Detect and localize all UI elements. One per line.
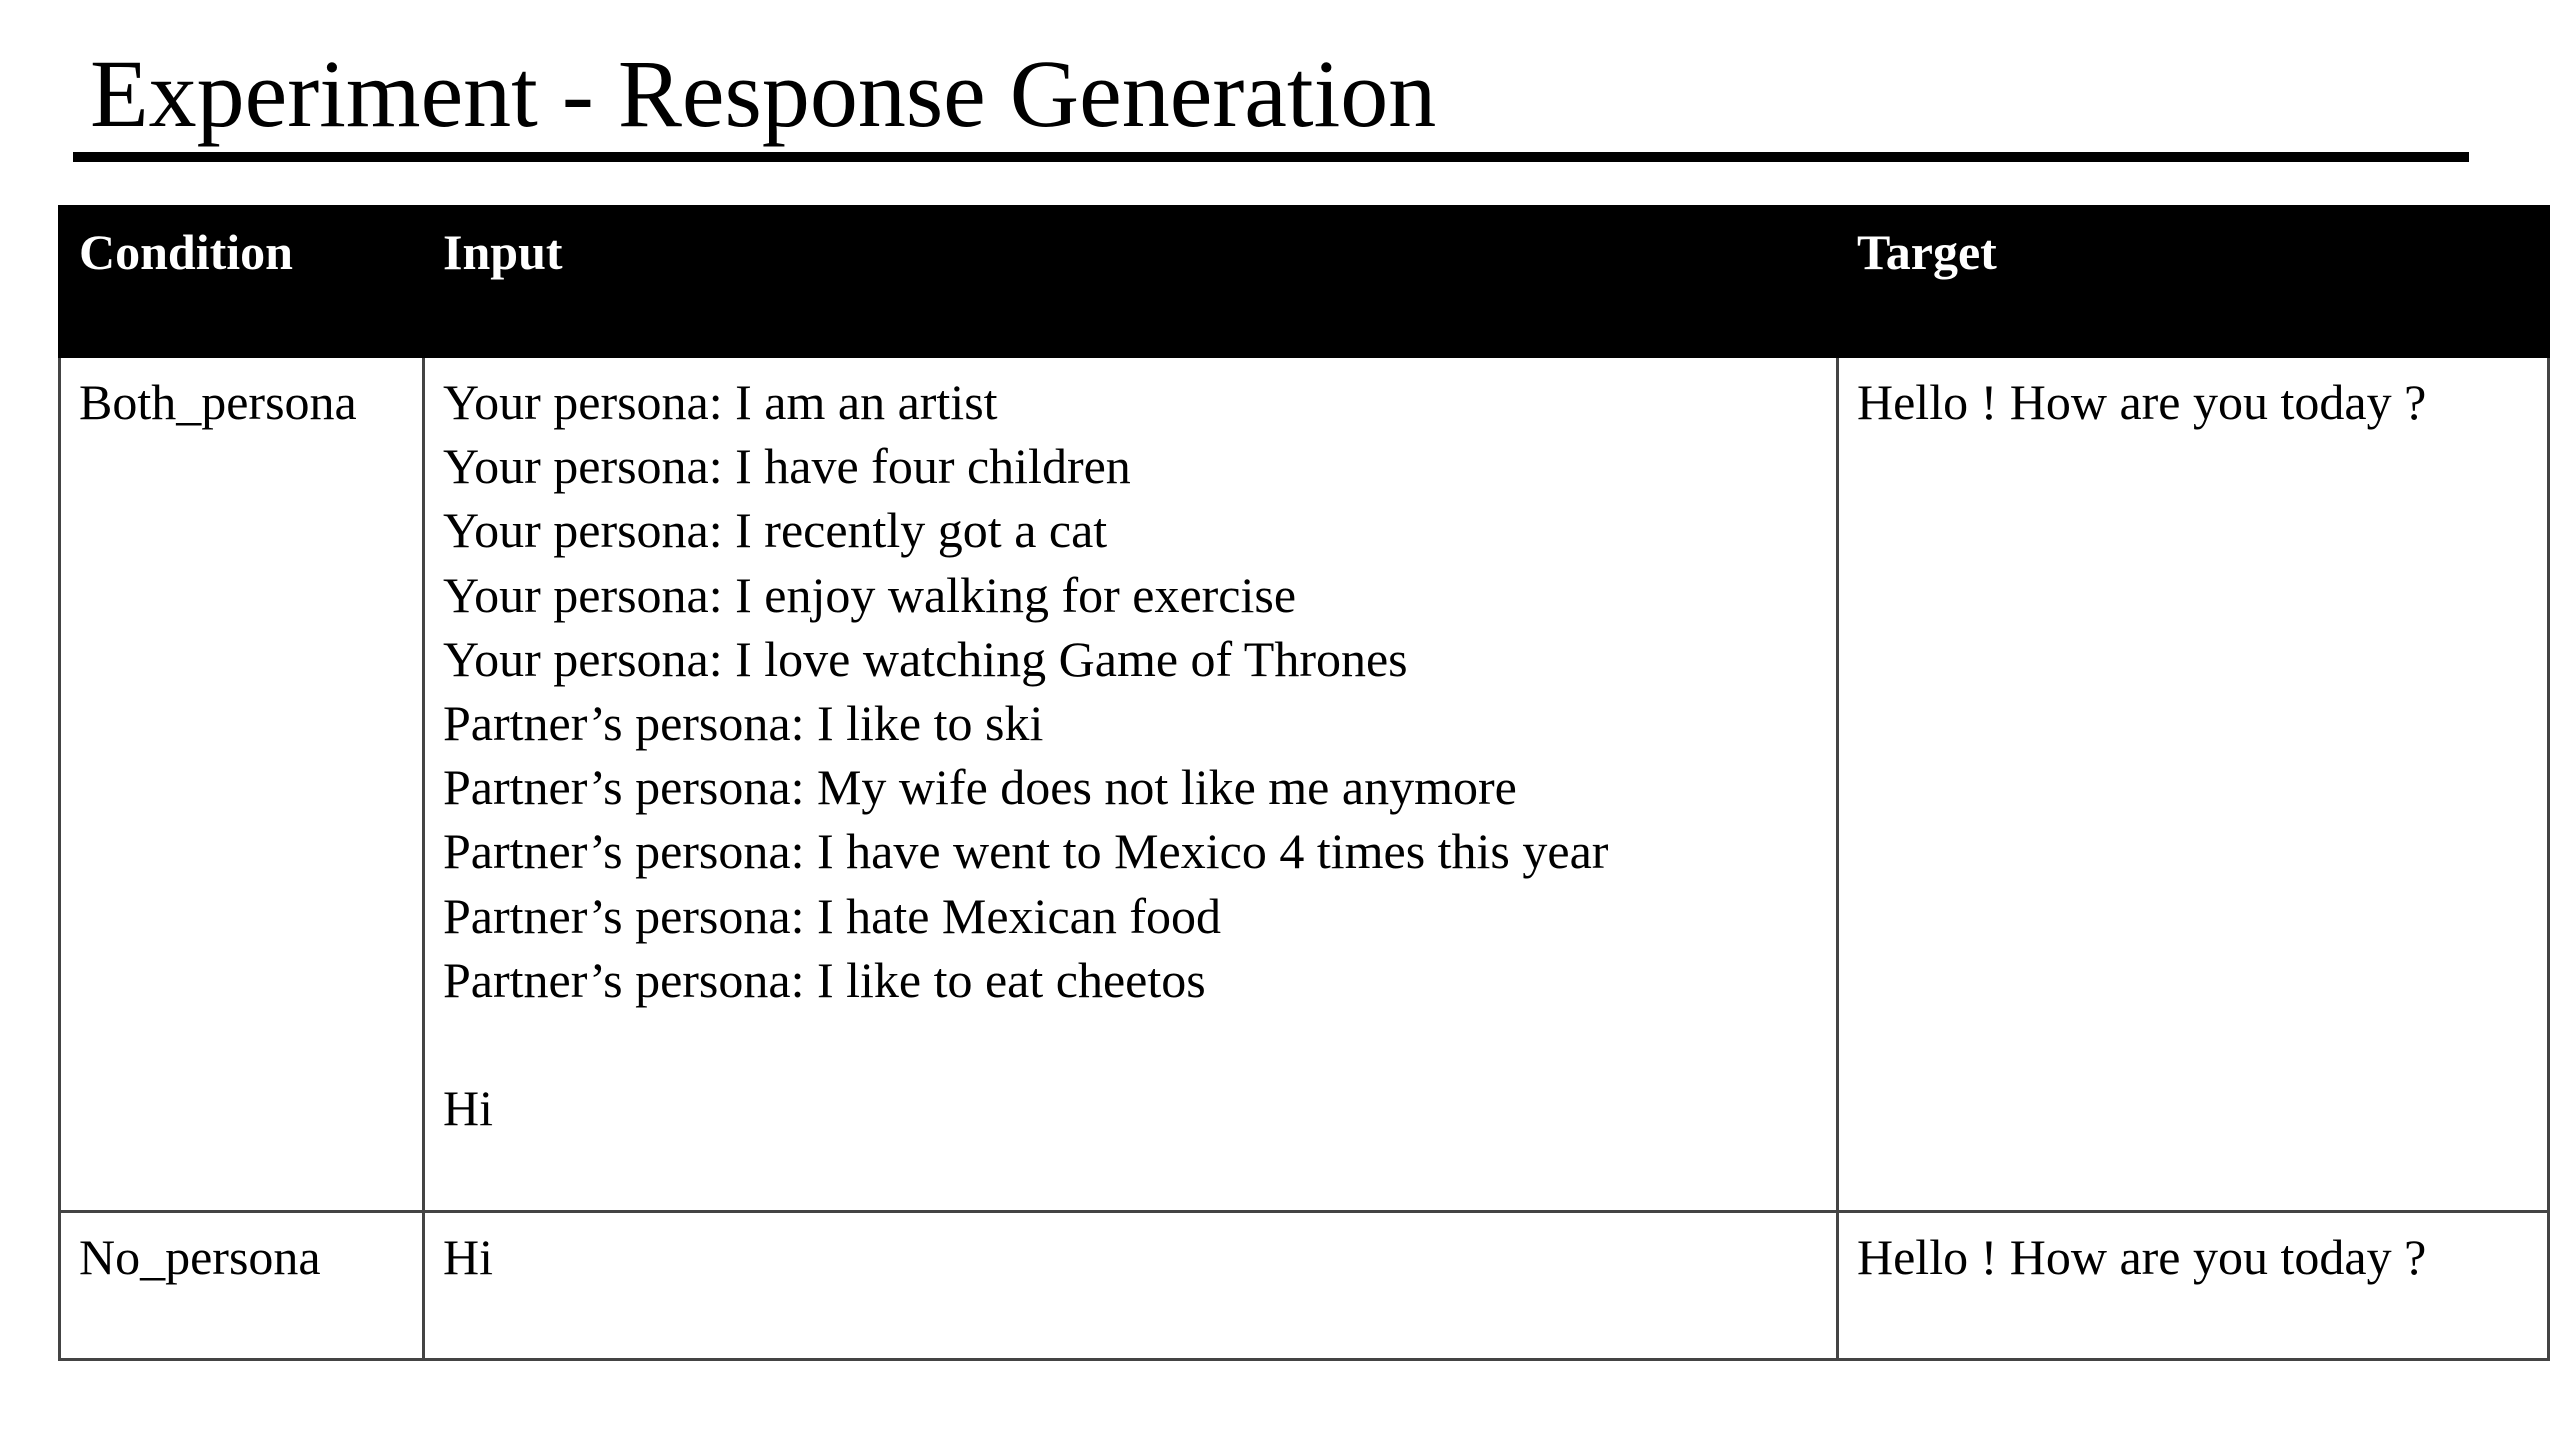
table-header-row — [60, 207, 2549, 357]
persona-line: Your persona: I love watching Game of Thrones — [443, 630, 1408, 687]
condition-cell — [60, 1212, 424, 1360]
target-cell — [1838, 357, 2549, 1212]
persona-line: Your persona: I have four children — [443, 438, 1131, 495]
table-row — [60, 357, 2549, 1212]
persona-line: Partner’s persona: I have went to Mexico 4 times this year — [443, 823, 1609, 880]
persona-line: Partner’s persona: I like to eat cheetos — [443, 951, 1206, 1008]
header-input: Input — [424, 207, 1838, 357]
experiment-table — [58, 205, 2550, 1361]
header-target: Target — [1838, 207, 2549, 357]
persona-line: Your persona: I am an artist — [443, 374, 998, 430]
persona-line: Partner’s persona: My wife does not like me anymore — [443, 759, 1517, 816]
input-message: Hi — [443, 1080, 493, 1137]
persona-line: Partner’s persona: I hate Mexican food — [443, 887, 1221, 944]
title-underline — [73, 152, 2469, 162]
input-message: Hi — [443, 1229, 493, 1285]
input-cell — [424, 1212, 1838, 1360]
target-text: Hello ! How are you today ? — [1857, 374, 2427, 430]
input-cell — [424, 357, 1838, 1212]
target-cell — [1838, 1212, 2549, 1360]
condition-cell — [60, 357, 424, 1212]
condition-label: No_persona — [79, 1229, 321, 1285]
persona-line: Your persona: I enjoy walking for exercise — [443, 566, 1297, 623]
persona-line: Partner’s persona: I like to ski — [443, 695, 1044, 752]
line-gap — [443, 1012, 1818, 1076]
table-row — [60, 1212, 2549, 1360]
target-text: Hello ! How are you today ? — [1857, 1229, 2427, 1285]
persona-line: Your persona: I recently got a cat — [443, 502, 1108, 559]
header-condition: Condition — [60, 207, 424, 357]
slide-title: Experiment - Response Generation — [90, 40, 1437, 147]
condition-label: Both_persona — [79, 374, 357, 430]
